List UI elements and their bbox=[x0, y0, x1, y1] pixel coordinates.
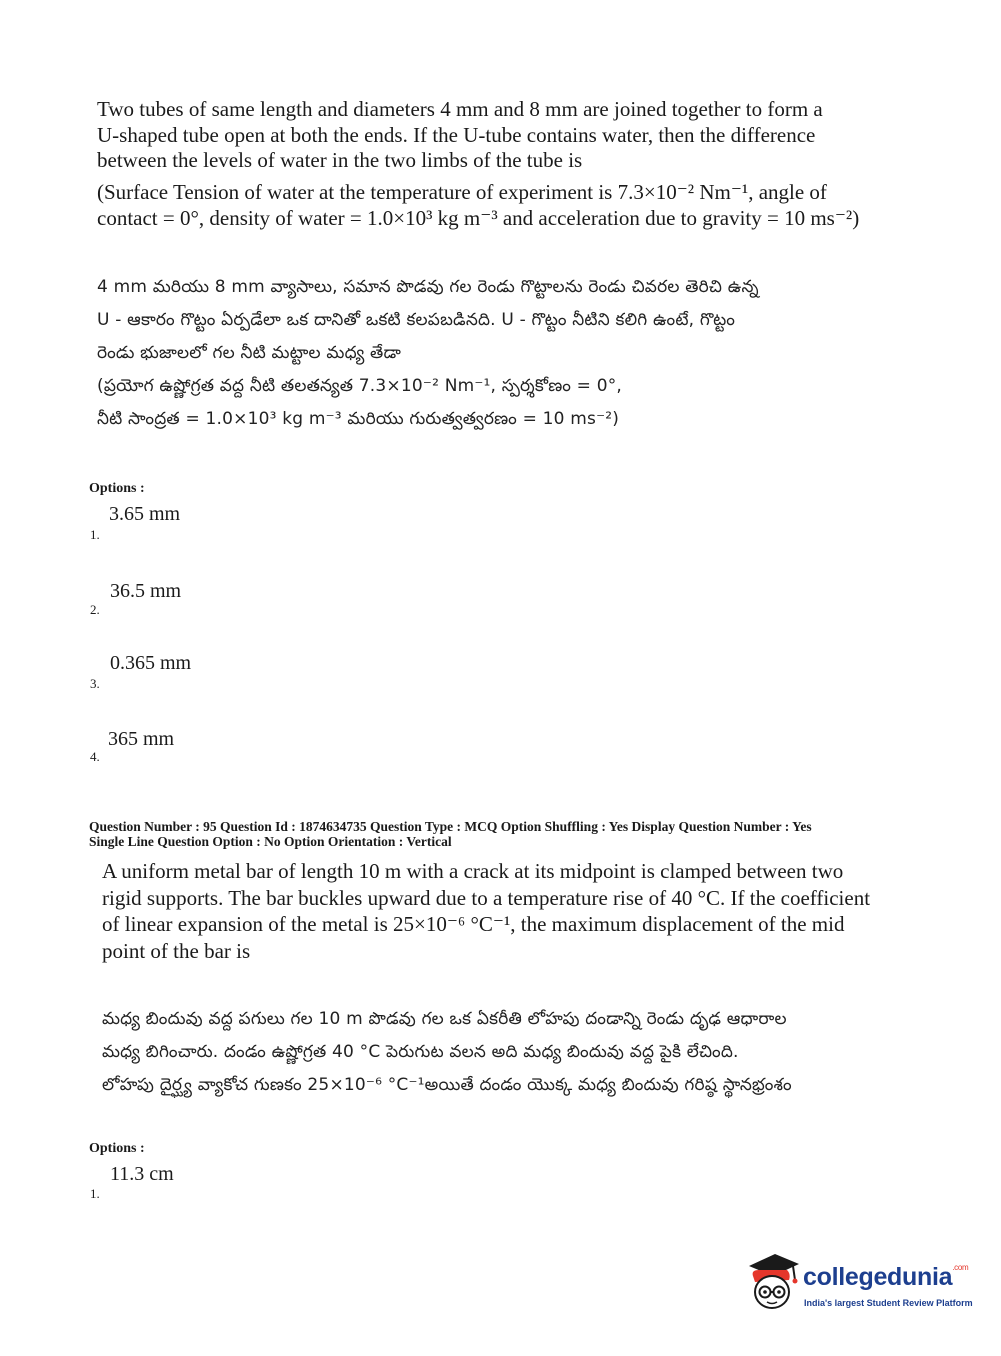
text-line: Two tubes of same length and diameters 4 mm and 8 mm are joined together to form a bbox=[97, 97, 823, 121]
brand-tagline: India's largest Student Review Platform bbox=[804, 1298, 973, 1308]
option-number: 3. bbox=[90, 676, 100, 691]
q95-telugu-text bbox=[102, 1003, 982, 1102]
option-value: 3.65 mm bbox=[109, 503, 181, 525]
text-line: contact = 0°, density of water = 1.0×10³ kg m⁻³ and acceleration due to gravity = 10 ms⁻²) bbox=[97, 205, 860, 230]
option-value: 365 mm bbox=[108, 728, 175, 750]
text-line: మధ్య బిందువు వద్ద పగులు గల 10 m పొడవు గల ఒక ఏకరీతి లోహపు దండాన్ని రెండు దృఢ ఆధారాల bbox=[102, 1009, 787, 1029]
q94-telugu-text bbox=[97, 271, 977, 436]
meta-line: Question Number : 95 Question Id : 1874634735 Question Type : MCQ Option Shuffling : Yes Display Question Number : Yes bbox=[89, 819, 812, 834]
q94-english-text bbox=[97, 97, 977, 174]
option-number: 2. bbox=[90, 602, 100, 617]
option-number: 1. bbox=[90, 527, 100, 542]
text-line: రెండు భుజాలలో గల నీటి మట్టాల మధ్య తేడా bbox=[97, 343, 402, 363]
options-label: Options : bbox=[89, 481, 145, 496]
text-line: మధ్య బిగించారు. దండం ఉష్ణోగ్రత 40 °C పెరుగుట వలన అది మధ్య బిందువు వద్ద పైకి లేచింది. bbox=[102, 1042, 739, 1062]
options-label: Options : bbox=[89, 1141, 145, 1156]
q95-english-text bbox=[102, 858, 982, 964]
meta-line: Single Line Question Option : No Option Orientation : Vertical bbox=[89, 834, 452, 849]
text-line: (ప్రయోగ ఉష్ణోగ్రత వద్ద నీటి తలతన్యత 7.3×10⁻² Nm⁻¹, స్పర్శకోణం = 0°, bbox=[97, 376, 623, 396]
text-line: between the levels of water in the two limbs of the tube is bbox=[97, 148, 583, 172]
collegedunia-logo[interactable] bbox=[743, 1250, 973, 1316]
q94-english-given bbox=[97, 180, 977, 231]
brand-name bbox=[803, 1263, 968, 1292]
text-line: (Surface Tension of water at the temperature of experiment is 7.3×10⁻² Nm⁻¹, angle of bbox=[97, 180, 827, 204]
option-3[interactable] bbox=[88, 652, 288, 694]
option-number: 4. bbox=[90, 749, 100, 764]
brand-suffix: .com bbox=[952, 1263, 969, 1272]
text-line: U-shaped tube open at both the ends. If the U-tube contains water, then the difference bbox=[97, 122, 816, 147]
option-2[interactable] bbox=[88, 580, 288, 622]
option-1[interactable] bbox=[88, 503, 288, 545]
text-line: of linear expansion of the metal is 25×10⁻⁶ °C⁻¹, the maximum displacement of the mid bbox=[102, 912, 845, 936]
option-number: 1. bbox=[90, 1186, 100, 1201]
brand-text: collegedunia bbox=[803, 1263, 953, 1291]
option-value: 36.5 mm bbox=[110, 580, 182, 602]
text-line: U - ఆకారం గొట్టం ఏర్పడేలా ఒక దానితో ఒకటి కలపబడినది. U - గొట్టం నీటిని కలిగి ఉంటే, గొట్టం bbox=[97, 310, 736, 330]
option-value: 11.3 cm bbox=[110, 1163, 174, 1185]
text-line: A uniform metal bar of length 10 m with a crack at its midpoint is clamped between two bbox=[102, 859, 844, 883]
text-line: నీటి సాంద్రత = 1.0×10³ kg m⁻³ మరియు గురుత్వత్వరణం = 10 ms⁻²) bbox=[97, 409, 620, 429]
graduate-mascot-icon bbox=[743, 1250, 801, 1312]
text-line: rigid supports. The bar buckles upward due to a temperature rise of 40 °C. If the coefficient bbox=[102, 885, 871, 910]
question-meta bbox=[89, 819, 989, 849]
option-value: 0.365 mm bbox=[110, 652, 192, 674]
option-4[interactable] bbox=[88, 728, 288, 770]
option-1[interactable] bbox=[88, 1163, 288, 1205]
text-line: లోహపు దైర్ఘ్య వ్యాకోచ గుణకం 25×10⁻⁶ °C⁻¹అయితే దండం యొక్క మధ్య బిందువు గరిష్ఠ స్థానభ్రంశం bbox=[102, 1075, 792, 1095]
text-line: 4 mm మరియు 8 mm వ్యాసాలు, సమాన పొడవు గల రెండు గొట్టాలను రెండు చివరల తెరిచి ఉన్న bbox=[97, 277, 759, 297]
text-line: point of the bar is bbox=[102, 938, 251, 963]
